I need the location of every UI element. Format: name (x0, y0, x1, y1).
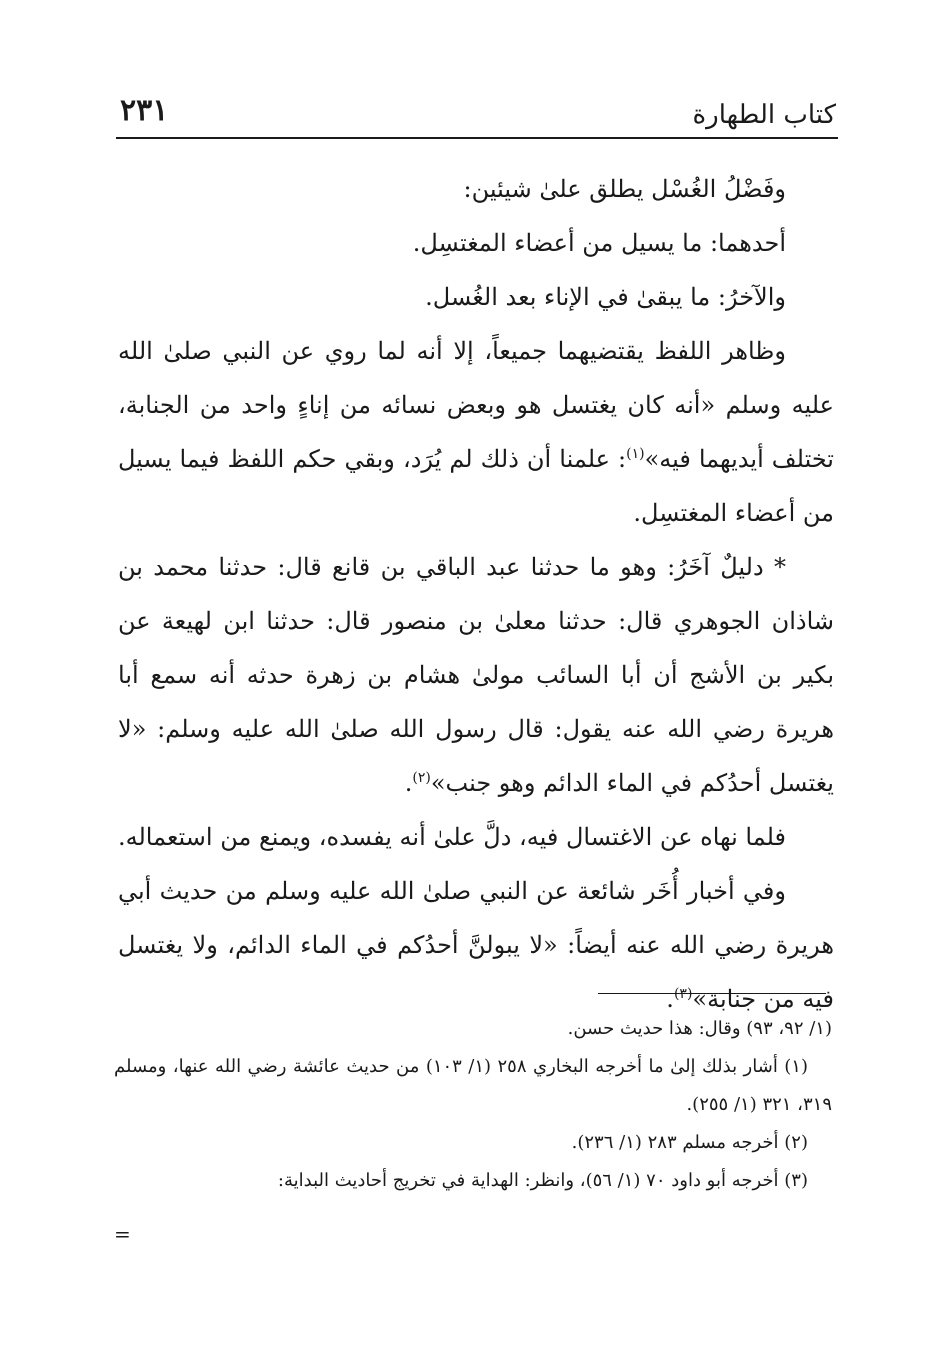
footnote-separator (598, 993, 826, 994)
footnotes (114, 1010, 832, 1200)
paragraph (118, 324, 834, 540)
paragraph (118, 540, 834, 810)
main-text (118, 162, 834, 1026)
paragraph-text: * دليلٌ آخَرُ: وهو ما حدثنا عبد الباقي بن قانع قال: حدثنا محمد بن شاذان الجوهري قال: حدثنا معلىٰ بن منصور قال: حدثنا ابن لهيعة عن بكير بن الأشج أن أبا السائب مولىٰ هشام بن زهرة حدثه أنه سمع أبا هريرة رضي الله عنه يقول: قال رسول الله صلىٰ الله عليه وسلم: «لا يغتسل أحدُكم في الماء الدائم وهو جنب» (118, 553, 835, 797)
paragraph-text: : علمنا أن ذلك لم يُرَد، وبقي حكم اللفظ فيما يسيل من أعضاء المغتسِل. (118, 445, 834, 527)
paragraph (118, 864, 834, 1026)
paragraph-text: وظاهر اللفظ يقتضيهما جميعاً، إلا أنه لما روي عن النبي صلىٰ الله عليه وسلم «أنه كان يغتسل هو وبعض نسائه من إناءٍ واحد من الجنابة، تختلف أيديهما فيه» (118, 337, 834, 473)
chapter-title: كتاب الطهارة (692, 100, 836, 130)
footnote-ref: (٣) (673, 986, 693, 1002)
paragraph: والآخرُ: ما يبقىٰ في الإناء بعد الغُسل. (425, 283, 786, 311)
paragraph-text: وفي أخبار أُخَر شائعة عن النبي صلىٰ الله عليه وسلم من حديث أبي هريرة رضي الله عنه أيضاً: «لا يبولنَّ أحدُكم في الماء الدائم، ولا يغتسل فيه من جنابة» (118, 877, 834, 1013)
footnote-carryover: (١/ ٩٢، ٩٣) وقال: هذا حديث حسن. (567, 1018, 832, 1039)
footnote-ref: (١) (626, 446, 645, 462)
header-rule (116, 137, 838, 139)
running-header (118, 86, 836, 134)
paragraph: أحدهما: ما يسيل من أعضاء المغتسِل. (412, 229, 786, 257)
footnote: (٣) أخرجه أبو داود ٧٠ (١/ ٥٦)، وانظر: الهداية في تخريج أحاديث البداية: (277, 1170, 808, 1191)
paragraph-text: . (666, 985, 674, 1013)
footnote: (٢) أخرجه مسلم ٢٨٣ (١/ ٢٣٦). (571, 1132, 808, 1153)
continuation-mark: = (114, 1222, 131, 1246)
footnote: (١) أشار بذلك إلىٰ ما أخرجه البخاري ٢٥٨ (١/ ١٠٣) من حديث عائشة رضي الله عنها، ومسلم ٣١٩، ٣٢١ (١/ ٢٥٥). (114, 1056, 832, 1115)
paragraph: فلما نهاه عن الاغتسال فيه، دلَّ علىٰ أنه يفسده، ويمنع من استعماله. (117, 823, 786, 851)
paragraph: وفَضْلُ الغُسْل يطلق علىٰ شيئين: (463, 175, 786, 203)
paragraph-text: . (404, 769, 413, 797)
page-number: ٢٣١ (120, 93, 169, 128)
footnote-ref: (٢) (412, 770, 431, 786)
